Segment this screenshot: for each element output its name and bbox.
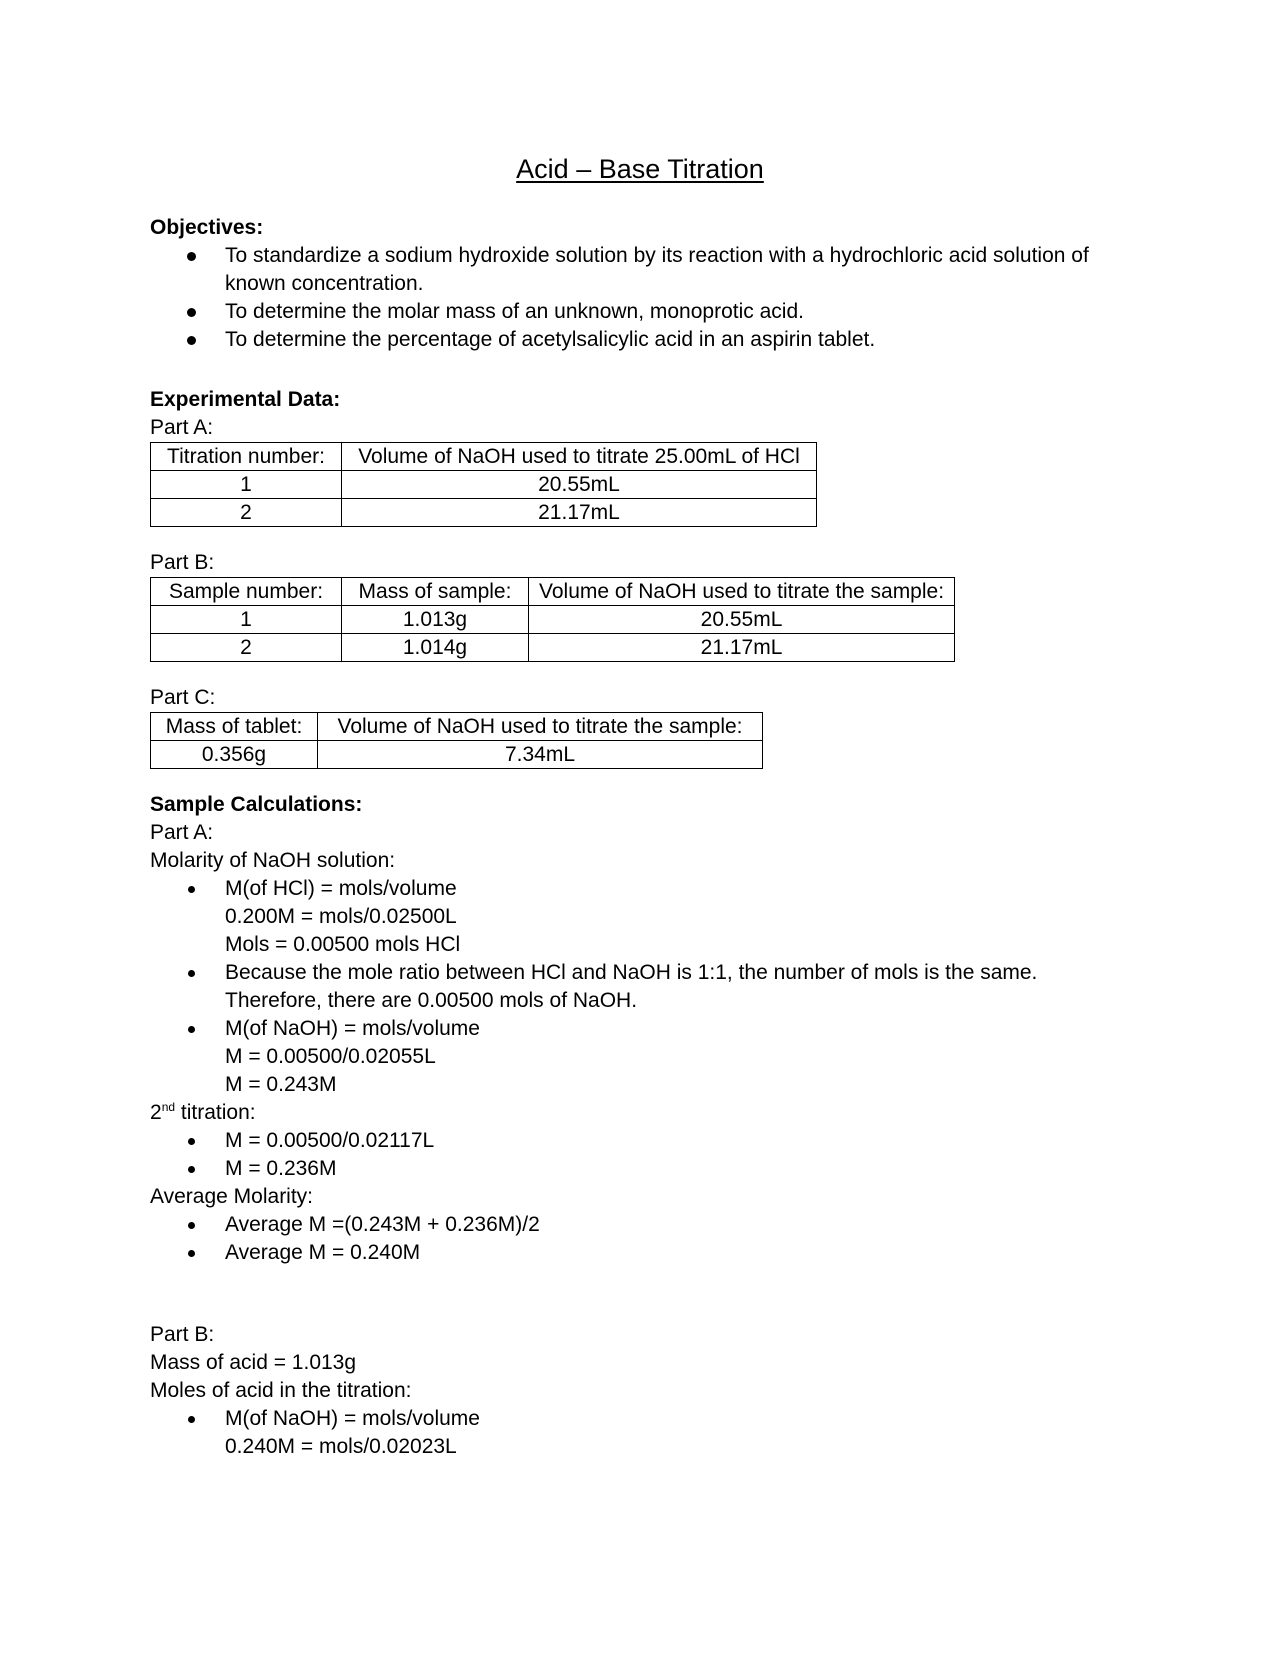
part-a-label: Part A: <box>150 416 214 439</box>
table-row <box>151 634 955 662</box>
table-header-row <box>151 578 955 606</box>
objective-item <box>150 242 1145 298</box>
table-cell: 1.013g <box>342 606 529 634</box>
document-body <box>150 214 1150 1461</box>
calc-line: 0.200M = mols/0.02500L <box>225 905 457 928</box>
list-item: Average M = 0.240M <box>150 1239 1150 1267</box>
list-item: M = 0.236M <box>150 1155 1150 1183</box>
calc-line: Therefore, there are 0.00500 mols of NaOH. <box>225 989 638 1012</box>
objective-text: To determine the percentage of acetylsalicylic acid in an aspirin tablet. <box>225 328 876 351</box>
second-titration-label <box>150 1099 1150 1127</box>
objective-item <box>150 298 1150 326</box>
table-cell: 20.55mL <box>529 606 955 634</box>
calc-part-b-label: Part B: <box>150 1323 215 1346</box>
table-header-cell: Titration number: <box>151 443 342 471</box>
calculations-heading: Sample Calculations: <box>150 793 363 816</box>
molarity-label: Molarity of NaOH solution: <box>150 849 396 872</box>
part-c-table <box>150 712 763 769</box>
table-cell: 1 <box>151 471 342 499</box>
table-row <box>151 606 955 634</box>
average-label: Average Molarity: <box>150 1185 314 1208</box>
table-row <box>151 741 763 769</box>
objective-text: To determine the molar mass of an unknown, monoprotic acid. <box>225 300 804 323</box>
second-titration-ordinal: 2 <box>150 1101 162 1124</box>
table-cell: 21.17mL <box>529 634 955 662</box>
objectives-list <box>150 242 1150 354</box>
table-cell: 0.356g <box>151 741 318 769</box>
calc-line: 0.240M = mols/0.02023L <box>225 1435 457 1458</box>
part-c-label: Part C: <box>150 686 216 709</box>
objective-text: To standardize a sodium hydroxide solution by its reaction with a hydrochloric acid solution of known concentration. <box>225 244 1089 295</box>
list-item <box>150 875 1150 959</box>
table-cell: 2 <box>151 634 342 662</box>
table-cell: 1.014g <box>342 634 529 662</box>
part-b-label: Part B: <box>150 551 215 574</box>
calc-line: M(of NaOH) = mols/volume <box>225 1017 480 1040</box>
table-header-cell: Volume of NaOH used to titrate the sample: <box>318 713 763 741</box>
second-titration-text: titration: <box>175 1101 256 1124</box>
mass-acid: Mass of acid = 1.013g <box>150 1351 357 1374</box>
second-titration-suffix: nd <box>161 1100 176 1114</box>
list-item <box>150 959 1150 1015</box>
part-b-table <box>150 577 955 662</box>
document-title-text: Acid – Base Titration <box>516 154 764 184</box>
table-cell: 21.17mL <box>342 499 817 527</box>
table-row <box>151 471 817 499</box>
table-header-cell: Mass of tablet: <box>151 713 318 741</box>
list-item: Average M =(0.243M + 0.236M)/2 <box>150 1211 1150 1239</box>
table-cell: 20.55mL <box>342 471 817 499</box>
objectives-heading: Objectives: <box>150 216 264 239</box>
part-a-table <box>150 442 817 527</box>
calc-line: M = 0.00500/0.02055L <box>225 1045 436 1068</box>
table-header-cell: Sample number: <box>151 578 342 606</box>
calc-line: M(of HCl) = mols/volume <box>225 877 457 900</box>
part-b-calc-list <box>150 1405 1150 1461</box>
list-item <box>150 1405 1150 1461</box>
molarity-list <box>150 875 1150 1099</box>
table-header-row <box>151 443 817 471</box>
table-cell: 7.34mL <box>318 741 763 769</box>
average-list <box>150 1211 1150 1267</box>
table-row <box>151 499 817 527</box>
table-cell: 2 <box>151 499 342 527</box>
document-title <box>0 152 1280 186</box>
list-item: M = 0.00500/0.02117L <box>150 1127 1150 1155</box>
calc-line: M = 0.243M <box>225 1073 337 1096</box>
list-item <box>150 1015 1150 1099</box>
calc-part-a-label: Part A: <box>150 821 214 844</box>
table-header-row <box>151 713 763 741</box>
calc-line: Mols = 0.00500 mols HCl <box>225 933 461 956</box>
table-header-cell: Volume of NaOH used to titrate the sample: <box>529 578 955 606</box>
experimental-heading: Experimental Data: <box>150 388 341 411</box>
table-header-cell: Mass of sample: <box>342 578 529 606</box>
second-titration-list <box>150 1127 1150 1183</box>
table-cell: 1 <box>151 606 342 634</box>
objective-item <box>150 326 1150 354</box>
calc-line: Because the mole ratio between HCl and NaOH is 1:1, the number of mols is the same. <box>225 961 1038 984</box>
moles-label: Moles of acid in the titration: <box>150 1379 412 1402</box>
calc-line: M(of NaOH) = mols/volume <box>225 1407 480 1430</box>
table-header-cell: Volume of NaOH used to titrate 25.00mL of HCl <box>342 443 817 471</box>
